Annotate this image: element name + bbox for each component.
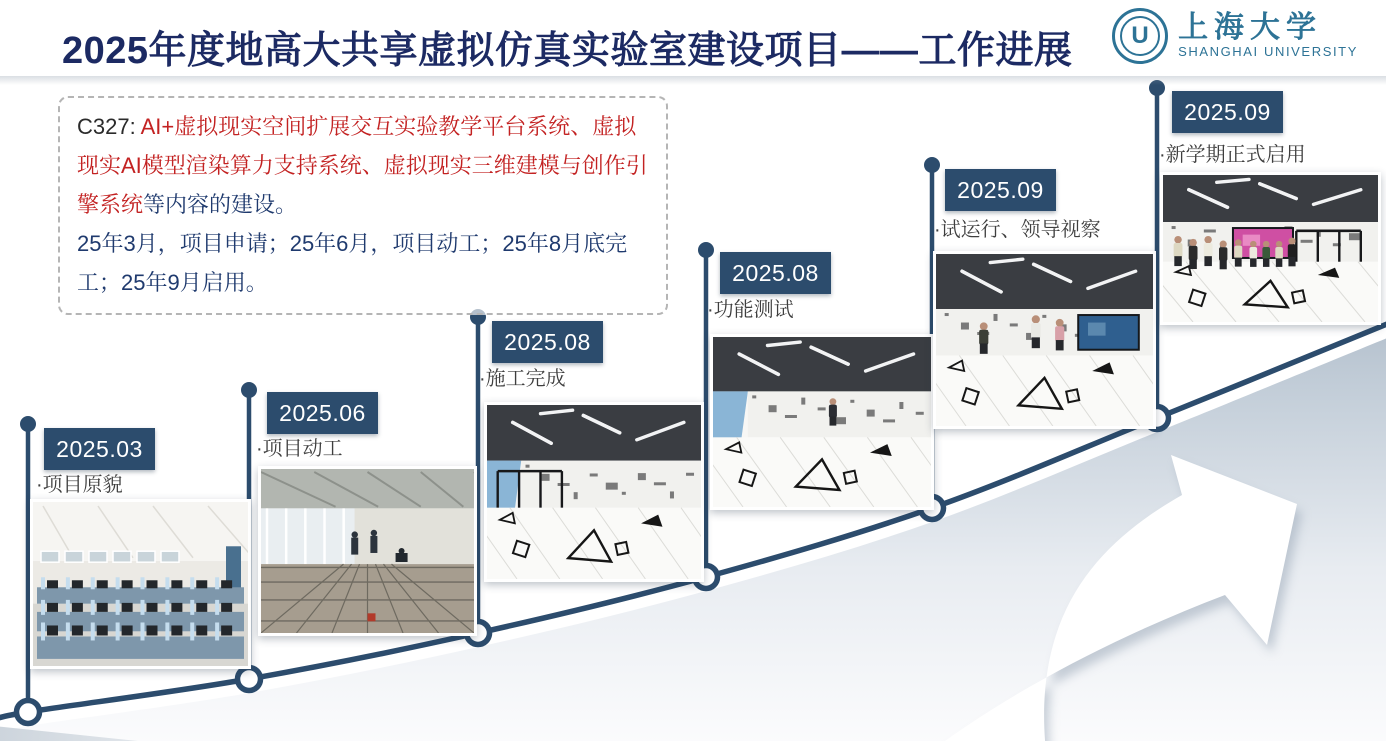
milestone-date-badge-4: 2025.08 — [720, 252, 831, 294]
milestone-caption-4: ·功能测试 — [707, 299, 794, 321]
timeline-node-1 — [17, 701, 40, 724]
logo-wordmark — [1178, 12, 1358, 60]
project-highlight-text: AI+虚拟现实空间扩展交互实验教学平台系统、虚拟现实AI模型渲染算力支持系统、虚拟现实三维建模与创作引擎系统 — [77, 114, 648, 217]
milestone-date-badge-2: 2025.06 — [267, 392, 378, 434]
timeline-node-5 — [921, 497, 944, 520]
university-seal-icon — [1112, 8, 1168, 64]
timeline-node-2 — [238, 668, 261, 691]
project-info-box — [58, 96, 668, 315]
milestone-caption-5: ·试运行、领导视察 — [934, 219, 1101, 241]
milestone-date-badge-3: 2025.08 — [492, 321, 603, 363]
seal-monogram: U — [1120, 16, 1160, 56]
logo-name-cn: 上海大学 — [1178, 11, 1323, 44]
project-code: C327: — [77, 114, 141, 139]
timeline-curve — [0, 322, 1386, 721]
timeline-node-6 — [1146, 407, 1169, 430]
milestone-dot-1 — [20, 416, 36, 432]
milestone-date-badge-1: 2025.03 — [44, 428, 155, 470]
header-shadow — [0, 76, 1386, 85]
milestone-caption-6: ·新学期正式启用 — [1159, 144, 1306, 166]
header-bar — [0, 0, 1386, 76]
milestone-date-badge-6: 2025.09 — [1172, 91, 1283, 133]
timeline-node-4 — [695, 566, 718, 589]
milestone-dot-2 — [241, 382, 257, 398]
timeline-node-3 — [467, 622, 490, 645]
milestone-dot-4 — [698, 242, 714, 258]
logo-name-en: SHANGHAI UNIVERSITY — [1178, 44, 1358, 59]
university-logo — [1112, 8, 1358, 64]
milestone-dot-5 — [924, 157, 940, 173]
project-description — [77, 107, 649, 224]
milestone-caption-1: ·项目原貌 — [36, 474, 123, 496]
page-title: 2025年度地高大共享虚拟仿真实验室建设项目——工作进展 — [62, 30, 1073, 72]
project-schedule: 25年3月，项目申请；25年6月，项目动工；25年8月底完工；25年9月启用。 — [77, 231, 628, 295]
milestone-caption-2: ·项目动工 — [256, 438, 343, 460]
milestone-date-badge-5: 2025.09 — [945, 169, 1056, 211]
project-tail-text: 等内容的建设。 — [143, 192, 298, 217]
milestone-caption-3: ·施工完成 — [479, 368, 566, 390]
